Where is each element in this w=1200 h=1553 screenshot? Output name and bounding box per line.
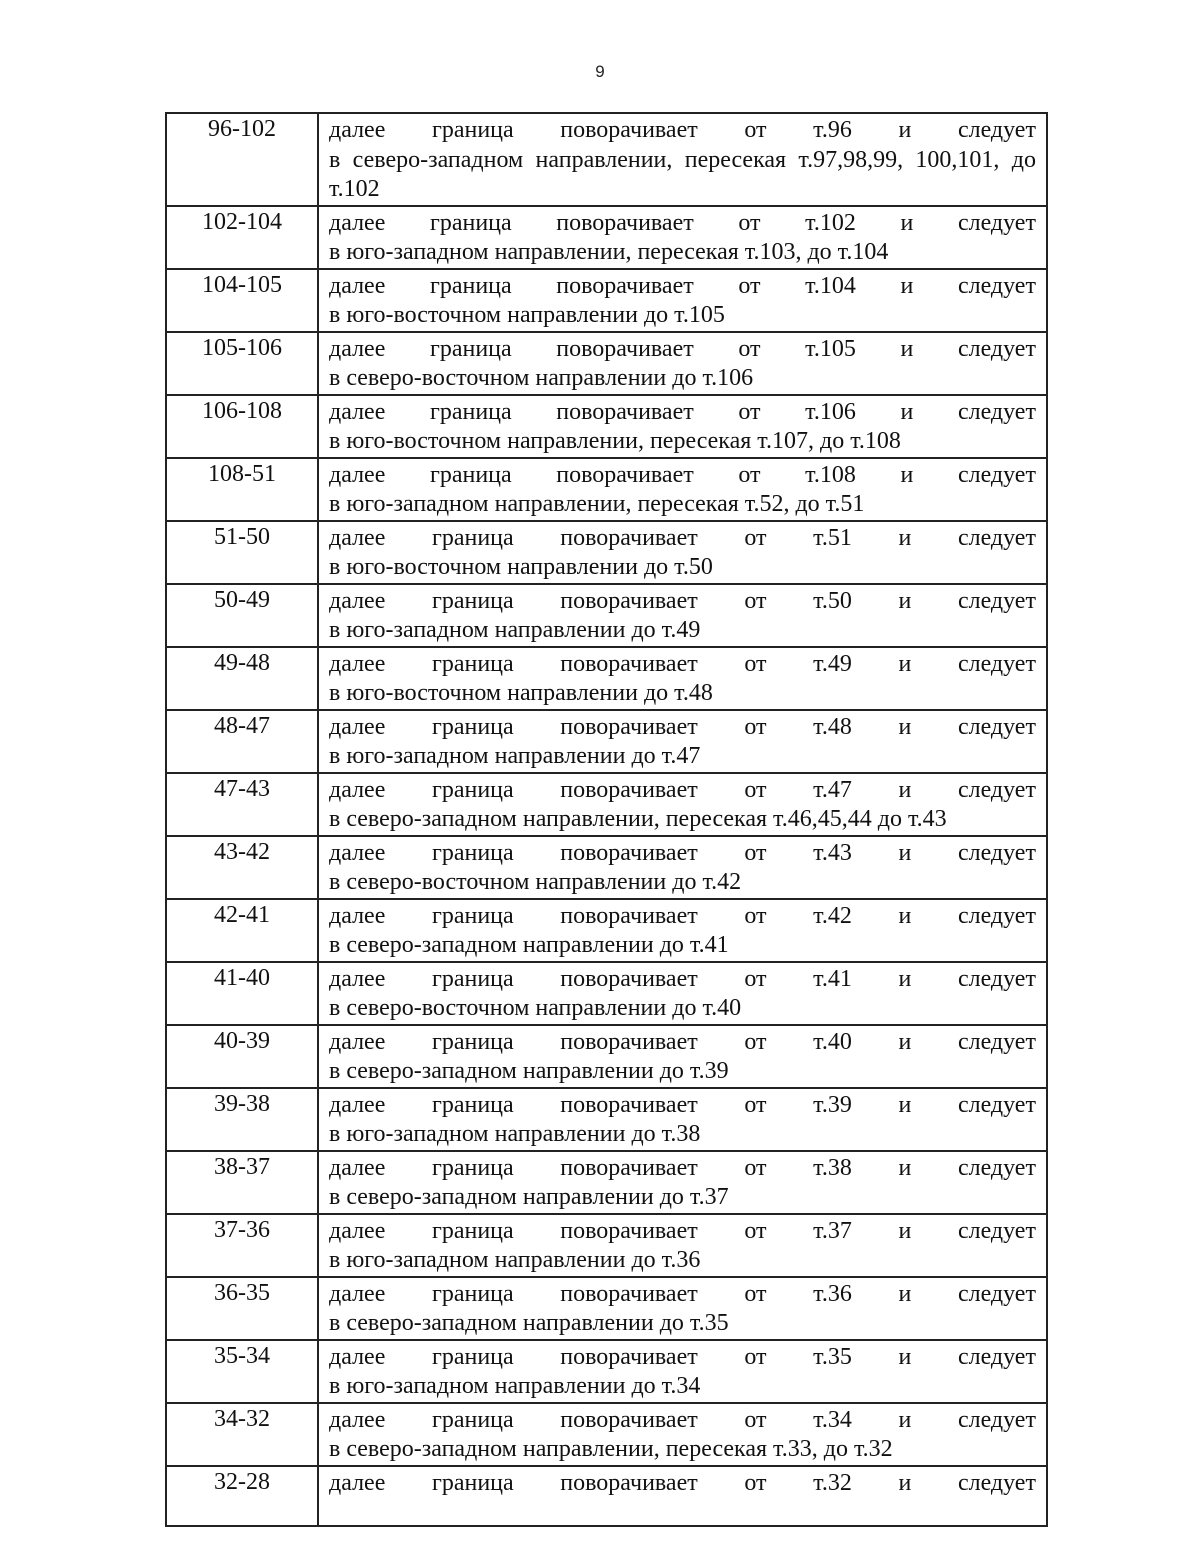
point-reference: т.38	[813, 1154, 852, 1181]
description-word: поворачивает	[560, 1406, 698, 1433]
description-word: следует	[957, 1028, 1036, 1055]
table-row	[166, 1151, 1047, 1214]
description-first-line	[329, 272, 1036, 302]
description-word: граница	[431, 524, 514, 551]
description-word: далее	[329, 965, 386, 992]
segment-cell: 35-34	[166, 1340, 318, 1403]
description-cell	[318, 1214, 1047, 1277]
point-reference: т.108	[805, 461, 856, 488]
boundary-description-table	[165, 112, 1048, 1527]
description-word: далее	[329, 839, 386, 866]
description-word: поворачивает	[560, 1280, 698, 1307]
description-cell	[318, 206, 1047, 269]
description-first-line	[329, 335, 1036, 365]
description-word: далее	[329, 1154, 386, 1181]
description-continuation: в северо-западном направлении до т.41	[329, 932, 729, 958]
description-first-line	[329, 1406, 1036, 1436]
description-word: поворачивает	[560, 839, 698, 866]
description-word: от	[744, 1217, 767, 1244]
description-word: далее	[329, 650, 386, 677]
description-word: следует	[957, 1469, 1036, 1496]
point-reference: т.48	[813, 713, 852, 740]
description-cell	[318, 1025, 1047, 1088]
description-word: поворачивает	[560, 1469, 698, 1496]
description-word: и	[898, 713, 912, 740]
table-row	[166, 647, 1047, 710]
description-continuation: в юго-восточном направлении до т.48	[329, 680, 713, 706]
description-word: от	[738, 209, 761, 236]
table-row	[166, 710, 1047, 773]
description-cell	[318, 1277, 1047, 1340]
segment-cell: 37-36	[166, 1214, 318, 1277]
description-word: граница	[431, 1217, 514, 1244]
description-word: от	[744, 524, 767, 551]
description-first-line	[329, 839, 1036, 869]
description-word: и	[898, 839, 912, 866]
description-cell	[318, 584, 1047, 647]
description-word: граница	[431, 713, 514, 740]
segment-cell: 49-48	[166, 647, 318, 710]
point-reference: т.51	[813, 524, 852, 551]
table-body	[166, 113, 1047, 1526]
segment-cell: 32-28	[166, 1466, 318, 1526]
segment-cell: 39-38	[166, 1088, 318, 1151]
description-word: следует	[957, 209, 1036, 236]
description-word: далее	[329, 776, 386, 803]
description-word: далее	[329, 902, 386, 929]
description-word: следует	[957, 839, 1036, 866]
description-word: граница	[431, 1280, 514, 1307]
description-continuation: в юго-восточном направлении до т.50	[329, 554, 713, 580]
table-row	[166, 458, 1047, 521]
description-word: поворачивает	[560, 1343, 698, 1370]
description-first-line	[329, 713, 1036, 743]
description-word: от	[738, 398, 761, 425]
point-reference: т.32	[813, 1469, 852, 1496]
description-word: поворачивает	[560, 117, 698, 143]
description-word: поворачивает	[556, 398, 694, 425]
description-word: граница	[429, 461, 512, 488]
point-reference: т.37	[813, 1217, 852, 1244]
segment-cell: 102-104	[166, 206, 318, 269]
description-cell	[318, 836, 1047, 899]
description-continuation: в юго-западном направлении, пересекая т.103, до т.104	[329, 239, 889, 265]
description-continuation: в северо-западном направлении до т.35	[329, 1310, 729, 1336]
description-continuation: в юго-восточном направлении, пересекая т.107, до т.108	[329, 428, 901, 454]
description-cell	[318, 710, 1047, 773]
description-first-line	[329, 1469, 1036, 1499]
point-reference: т.42	[813, 902, 852, 929]
table-row	[166, 269, 1047, 332]
description-word: поворачивает	[560, 1091, 698, 1118]
description-word: граница	[429, 398, 512, 425]
point-reference: т.40	[813, 1028, 852, 1055]
description-word: поворачивает	[560, 524, 698, 551]
description-word: и	[898, 1091, 912, 1118]
description-word: и	[898, 1469, 912, 1496]
description-continuation: в юго-западном направлении до т.36	[329, 1247, 701, 1273]
segment-cell: 48-47	[166, 710, 318, 773]
description-continuation: в юго-восточном направлении до т.105	[329, 302, 725, 328]
description-word: граница	[429, 272, 512, 299]
table-row	[166, 1466, 1047, 1526]
point-reference: т.47	[813, 776, 852, 803]
description-continuation: в северо-восточном направлении до т.106	[329, 365, 754, 391]
description-continuation: в юго-западном направлении до т.34	[329, 1373, 701, 1399]
description-first-line	[329, 398, 1036, 428]
table-row	[166, 521, 1047, 584]
page-number: 9	[595, 62, 605, 81]
description-word: от	[744, 965, 767, 992]
description-word: и	[898, 117, 912, 143]
description-word: и	[898, 776, 912, 803]
description-word: и	[898, 524, 912, 551]
description-continuation: в северо-восточном направлении до т.40	[329, 995, 742, 1021]
description-word: от	[738, 461, 761, 488]
description-word: граница	[431, 587, 514, 614]
table-row	[166, 1025, 1047, 1088]
description-first-line	[329, 1028, 1036, 1058]
segment-cell: 40-39	[166, 1025, 318, 1088]
description-word: далее	[329, 398, 386, 425]
segment-cell: 105-106	[166, 332, 318, 395]
segment-cell: 34-32	[166, 1403, 318, 1466]
table-row	[166, 113, 1047, 206]
description-cell	[318, 647, 1047, 710]
description-continuation: в северо-восточном направлении до т.42	[329, 869, 742, 895]
point-reference: т.41	[813, 965, 852, 992]
description-word: и	[898, 1217, 912, 1244]
description-word: следует	[957, 398, 1036, 425]
description-first-line	[329, 1154, 1036, 1184]
description-continuation: в юго-западном направлении до т.38	[329, 1121, 701, 1147]
description-word: далее	[329, 1091, 386, 1118]
description-word: от	[744, 839, 767, 866]
description-cell	[318, 395, 1047, 458]
description-word: далее	[329, 1028, 386, 1055]
table-row	[166, 1340, 1047, 1403]
point-reference: т.102	[805, 209, 856, 236]
description-word: от	[744, 1280, 767, 1307]
description-word: граница	[431, 117, 514, 143]
description-first-line	[329, 776, 1036, 806]
point-reference: т.34	[813, 1406, 852, 1433]
description-word: граница	[431, 1028, 514, 1055]
description-first-line	[329, 650, 1036, 680]
description-first-line	[329, 524, 1036, 554]
description-word: далее	[329, 1217, 386, 1244]
description-cell	[318, 962, 1047, 1025]
description-word: следует	[957, 117, 1036, 143]
description-word: и	[898, 650, 912, 677]
point-reference: т.43	[813, 839, 852, 866]
description-word: граница	[431, 1091, 514, 1118]
description-word: от	[738, 272, 761, 299]
description-word: граница	[431, 902, 514, 929]
table-row	[166, 773, 1047, 836]
description-word: далее	[329, 461, 386, 488]
description-word: далее	[329, 209, 386, 236]
description-word: и	[900, 335, 914, 362]
description-word: граница	[431, 1469, 514, 1496]
segment-cell: 50-49	[166, 584, 318, 647]
table-row	[166, 1277, 1047, 1340]
description-continuation: в северо-западном направлении, пересекая т.33, до т.32	[329, 1436, 893, 1462]
description-word: поворачивает	[556, 272, 694, 299]
segment-cell: 108-51	[166, 458, 318, 521]
description-word: и	[898, 1280, 912, 1307]
description-word: от	[744, 776, 767, 803]
description-word: далее	[329, 272, 386, 299]
description-word: от	[738, 335, 761, 362]
description-first-line	[329, 1343, 1036, 1373]
segment-cell: 47-43	[166, 773, 318, 836]
description-word: поворачивает	[560, 1028, 698, 1055]
segment-cell: 41-40	[166, 962, 318, 1025]
description-word: граница	[431, 965, 514, 992]
description-continuation: в северо-западном направлении, пересекая т.46,45,44 до т.43	[329, 806, 947, 832]
description-word: следует	[957, 650, 1036, 677]
description-word: граница	[431, 1343, 514, 1370]
description-word: и	[898, 1343, 912, 1370]
description-word: следует	[957, 1406, 1036, 1433]
description-word: от	[744, 1406, 767, 1433]
description-word: от	[744, 1154, 767, 1181]
description-word: поворачивает	[556, 461, 694, 488]
description-word: граница	[431, 1154, 514, 1181]
description-word: и	[898, 1154, 912, 1181]
description-word: далее	[329, 587, 386, 614]
segment-cell: 43-42	[166, 836, 318, 899]
description-cell	[318, 1466, 1047, 1526]
segment-cell: 38-37	[166, 1151, 318, 1214]
description-word: от	[744, 902, 767, 929]
point-reference: т.36	[813, 1280, 852, 1307]
description-word: поворачивает	[560, 902, 698, 929]
description-word: от	[744, 587, 767, 614]
segment-cell: 42-41	[166, 899, 318, 962]
description-word: поворачивает	[560, 1154, 698, 1181]
table-row	[166, 395, 1047, 458]
segment-cell: 36-35	[166, 1277, 318, 1340]
description-word: далее	[329, 713, 386, 740]
segment-cell: 104-105	[166, 269, 318, 332]
point-reference: т.104	[805, 272, 856, 299]
description-cell	[318, 1088, 1047, 1151]
description-continuation: в северо-западном направлении до т.37	[329, 1184, 729, 1210]
table-row	[166, 206, 1047, 269]
description-word: далее	[329, 1280, 386, 1307]
description-word: и	[898, 902, 912, 929]
description-word: далее	[329, 117, 386, 143]
point-reference: т.49	[813, 650, 852, 677]
table-row	[166, 962, 1047, 1025]
table-row	[166, 1214, 1047, 1277]
description-cell	[318, 773, 1047, 836]
description-continuation: в северо-западном направлении до т.39	[329, 1058, 729, 1084]
description-word: и	[898, 587, 912, 614]
table-row	[166, 332, 1047, 395]
description-word: поворачивает	[560, 1217, 698, 1244]
description-cell	[318, 521, 1047, 584]
description-word: поворачивает	[560, 713, 698, 740]
description-word: граница	[429, 335, 512, 362]
description-continuation: в юго-западном направлении до т.49	[329, 617, 701, 643]
description-word: следует	[957, 335, 1036, 362]
point-reference: т.39	[813, 1091, 852, 1118]
description-continuation: в северо-западном направлении, пересекая т.97,98,99, 100,101, до т.102	[329, 146, 1036, 202]
description-word: следует	[957, 965, 1036, 992]
description-first-line	[329, 116, 1036, 146]
point-reference: т.105	[805, 335, 856, 362]
description-word: от	[744, 650, 767, 677]
description-word: и	[900, 209, 914, 236]
point-reference: т.106	[805, 398, 856, 425]
description-cell	[318, 899, 1047, 962]
description-word: поворачивает	[556, 335, 694, 362]
description-word: и	[900, 272, 914, 299]
description-first-line	[329, 587, 1036, 617]
point-reference: т.96	[813, 117, 852, 143]
description-first-line	[329, 1217, 1036, 1247]
description-word: от	[744, 713, 767, 740]
description-word: следует	[957, 524, 1036, 551]
description-continuation: в юго-западном направлении до т.47	[329, 743, 701, 769]
description-word: и	[898, 1406, 912, 1433]
description-word: следует	[957, 587, 1036, 614]
description-word: граница	[431, 1406, 514, 1433]
description-word: от	[744, 1343, 767, 1370]
description-word: граница	[431, 776, 514, 803]
description-word: далее	[329, 524, 386, 551]
description-word: поворачивает	[556, 209, 694, 236]
description-word: от	[744, 1091, 767, 1118]
description-word: следует	[957, 1217, 1036, 1244]
segment-cell: 96-102	[166, 113, 318, 206]
description-word: следует	[957, 776, 1036, 803]
description-cell	[318, 269, 1047, 332]
description-word: поворачивает	[560, 587, 698, 614]
description-cell	[318, 458, 1047, 521]
description-word: поворачивает	[560, 965, 698, 992]
table-row	[166, 1088, 1047, 1151]
description-word: далее	[329, 335, 386, 362]
description-cell	[318, 1340, 1047, 1403]
description-first-line	[329, 902, 1036, 932]
point-reference: т.50	[813, 587, 852, 614]
description-cell	[318, 113, 1047, 206]
description-word: следует	[957, 1343, 1036, 1370]
description-first-line	[329, 1280, 1036, 1310]
description-word: от	[744, 1469, 767, 1496]
table-row	[166, 899, 1047, 962]
point-reference: т.35	[813, 1343, 852, 1370]
description-word: следует	[957, 1091, 1036, 1118]
description-cell	[318, 1151, 1047, 1214]
segment-cell: 51-50	[166, 521, 318, 584]
description-word: и	[900, 398, 914, 425]
description-word: следует	[957, 902, 1036, 929]
description-word: поворачивает	[560, 776, 698, 803]
description-word: и	[898, 1028, 912, 1055]
description-cell	[318, 332, 1047, 395]
description-word: от	[744, 1028, 767, 1055]
description-word: и	[898, 965, 912, 992]
description-cell	[318, 1403, 1047, 1466]
description-word: следует	[957, 461, 1036, 488]
table-row	[166, 584, 1047, 647]
description-word: и	[900, 461, 914, 488]
description-word: следует	[957, 1280, 1036, 1307]
description-word: далее	[329, 1343, 386, 1370]
description-first-line	[329, 1091, 1036, 1121]
description-word: граница	[431, 650, 514, 677]
description-first-line	[329, 461, 1036, 491]
description-word: следует	[957, 713, 1036, 740]
description-word: далее	[329, 1406, 386, 1433]
description-first-line	[329, 965, 1036, 995]
description-word: граница	[431, 839, 514, 866]
description-word: следует	[957, 1154, 1036, 1181]
description-word: далее	[329, 1469, 386, 1496]
description-continuation: в юго-западном направлении, пересекая т.52, до т.51	[329, 491, 865, 517]
description-first-line	[329, 209, 1036, 239]
description-word: граница	[429, 209, 512, 236]
table-row	[166, 1403, 1047, 1466]
description-word: следует	[957, 272, 1036, 299]
description-word: поворачивает	[560, 650, 698, 677]
table-row	[166, 836, 1047, 899]
description-word: от	[744, 117, 767, 143]
segment-cell: 106-108	[166, 395, 318, 458]
